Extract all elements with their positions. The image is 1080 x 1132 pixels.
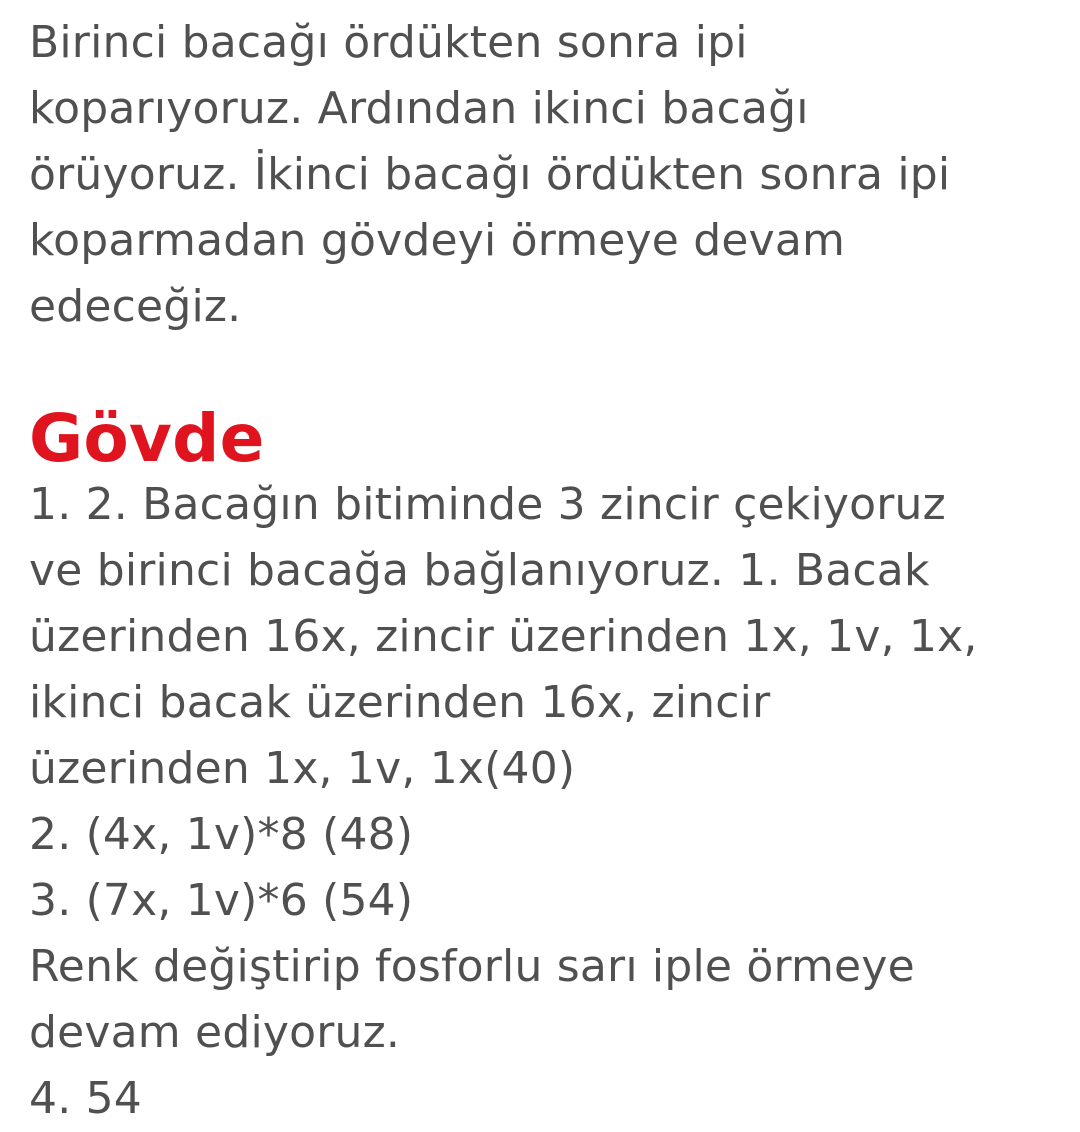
instruction-document [29, 10, 1069, 1132]
instruction-line: 4. 54 [29, 1073, 142, 1124]
intro-line: örüyoruz. İkinci bacağı ördükten sonra ipi [29, 149, 951, 200]
section-title-govde: Gövde [29, 400, 265, 477]
instruction-line: ve birinci bacağa bağlanıyoruz. 1. Bacak [29, 545, 930, 596]
instruction-line: üzerinden 16x, zincir üzerinden 1x, 1v, 1x, [29, 611, 978, 662]
instruction-line: ikinci bacak üzerinden 16x, zincir [29, 677, 771, 728]
intro-line: Birinci bacağı ördükten sonra ipi [29, 17, 748, 68]
instruction-line: devam ediyoruz. [29, 1007, 401, 1058]
instruction-line: 2. (4x, 1v)*8 (48) [29, 809, 414, 860]
paragraph-spacer [29, 340, 1069, 406]
instruction-line: Renk değiştirip fosforlu sarı iple örmeye [29, 941, 915, 992]
intro-line: koparıyoruz. Ardından ikinci bacağı [29, 83, 809, 134]
section-body [29, 472, 1069, 1132]
intro-line: koparmadan gövdeyi örmeye devam [29, 215, 846, 266]
instruction-line: üzerinden 1x, 1v, 1x(40) [29, 743, 576, 794]
instruction-line: 1. 2. Bacağın bitiminde 3 zincir çekiyoruz [29, 479, 946, 530]
instruction-line: 3. (7x, 1v)*6 (54) [29, 875, 414, 926]
intro-line: edeceğiz. [29, 281, 242, 332]
intro-paragraph [29, 10, 1029, 340]
